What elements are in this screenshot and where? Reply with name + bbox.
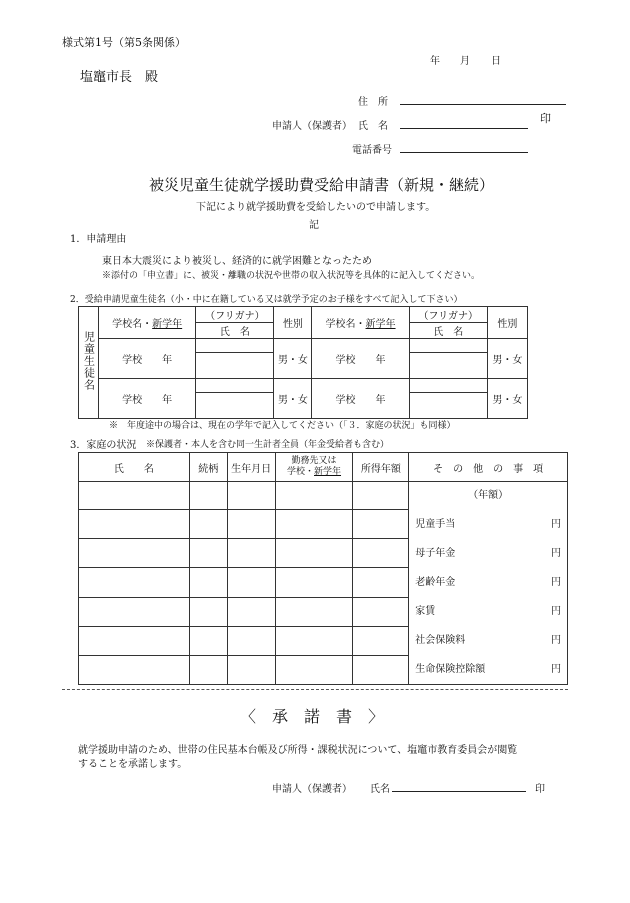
- child-sex-cell[interactable]: 男・女: [274, 339, 312, 379]
- child-name-cell[interactable]: [196, 353, 274, 379]
- section3-heading-note: ※保護者・本人を含む同一生計者全員（年金受給者も含む）: [146, 440, 390, 450]
- name-line: [400, 128, 528, 129]
- col-sex: 性別: [274, 307, 312, 339]
- col-sex-2: 性別: [487, 307, 527, 339]
- col-furigana-name-2: （フリガナ） 氏 名: [409, 307, 487, 339]
- family-income-cell[interactable]: [353, 510, 409, 539]
- family-birth-cell[interactable]: [227, 568, 275, 597]
- consent-applicant-label: 申請人（保護者）: [272, 784, 352, 795]
- family-relation-cell[interactable]: [189, 568, 227, 597]
- family-name-cell[interactable]: [79, 597, 190, 626]
- section3-heading: 3．家庭の状況: [70, 440, 137, 451]
- consent-name-line: [392, 791, 526, 792]
- children-side-label: 児童生徒名: [79, 307, 99, 419]
- family-birth-cell[interactable]: [227, 510, 275, 539]
- col-school-grade-2: 学校名・新学年: [312, 307, 409, 339]
- section2-note: ※ 年度途中の場合は、現在の学年で記入してください（「３．家庭の状況」も同様）: [109, 421, 456, 431]
- applicant-label: 申請人（保護者）: [272, 121, 352, 132]
- family-birth-cell[interactable]: [227, 655, 275, 684]
- consent-title: 〈 承 諾 書 〉: [240, 707, 385, 726]
- other-header: （年額）: [468, 490, 509, 501]
- consent-name-label: 氏名: [370, 784, 390, 795]
- family-work-cell[interactable]: [275, 482, 353, 510]
- family-birth-cell[interactable]: [227, 597, 275, 626]
- family-table: [78, 452, 568, 685]
- seal-mark: 印: [540, 112, 551, 125]
- name-label: 氏 名: [358, 121, 388, 132]
- col-work-school: 勤務先又は 学校・新学年: [275, 453, 353, 482]
- children-table: [78, 306, 528, 419]
- child-name-cell[interactable]: [409, 393, 487, 419]
- family-income-cell[interactable]: [353, 539, 409, 568]
- family-work-cell[interactable]: [275, 655, 353, 684]
- section1-line1: 東日本大震災により被災し、経済的に就学困難となったため: [102, 256, 372, 267]
- section2-heading: 2．受給申請児童生徒名（小・中に在籍している又は就学予定のお子様をすべて記入して下さい）: [70, 295, 463, 305]
- col-school-grade: 学校名・新学年: [99, 307, 196, 339]
- col-other: そ の 他 の 事 項: [409, 453, 568, 482]
- family-birth-cell[interactable]: [227, 626, 275, 655]
- family-income-cell[interactable]: [353, 626, 409, 655]
- phone-line: [400, 152, 528, 153]
- family-birth-cell[interactable]: [227, 539, 275, 568]
- family-relation-cell[interactable]: [189, 597, 227, 626]
- family-income-cell[interactable]: [353, 597, 409, 626]
- child-furigana-cell[interactable]: [196, 339, 274, 353]
- document-subtitle: 下記により就学援助費を受給したいので申請します。: [196, 202, 436, 213]
- col-relation: 続柄: [189, 453, 227, 482]
- family-name-cell[interactable]: [79, 626, 190, 655]
- family-income-cell[interactable]: [353, 568, 409, 597]
- date-month: 月: [460, 56, 470, 67]
- col-birthdate: 生年月日: [227, 453, 275, 482]
- child-furigana-cell[interactable]: [409, 339, 487, 353]
- consent-seal: 印: [535, 784, 545, 795]
- other-item-child-allowance: 児童手当 円: [415, 519, 561, 530]
- family-relation-cell[interactable]: [189, 626, 227, 655]
- family-work-cell[interactable]: [275, 597, 353, 626]
- family-relation-cell[interactable]: [189, 655, 227, 684]
- family-birth-cell[interactable]: [227, 482, 275, 510]
- family-work-cell[interactable]: [275, 510, 353, 539]
- document-title: 被災児童生徒就学援助費受給申請書（新規・継続）: [149, 176, 495, 194]
- family-income-cell[interactable]: [353, 655, 409, 684]
- child-school-cell[interactable]: 学校 年: [99, 339, 196, 379]
- child-sex-cell[interactable]: 男・女: [487, 379, 527, 419]
- other-items-cell: [409, 482, 568, 685]
- other-item-single-mother-pension: 母子年金 円: [415, 548, 561, 559]
- section1-heading: 1．申請理由: [70, 234, 127, 245]
- family-relation-cell[interactable]: [189, 539, 227, 568]
- family-name-cell[interactable]: [79, 482, 190, 510]
- child-school-cell[interactable]: 学校 年: [99, 379, 196, 419]
- ki-mark: 記: [309, 220, 319, 231]
- consent-line2: することを承諾します。: [78, 759, 188, 770]
- cut-line: [62, 689, 568, 690]
- col-income: 所得年額: [353, 453, 409, 482]
- form-number: 様式第1号（第5条関係）: [62, 36, 186, 49]
- family-relation-cell[interactable]: [189, 482, 227, 510]
- child-school-cell[interactable]: 学校 年: [312, 339, 409, 379]
- date-year: 年: [430, 56, 440, 67]
- child-furigana-cell[interactable]: [196, 379, 274, 393]
- phone-label: 電話番号: [352, 145, 392, 156]
- child-sex-cell[interactable]: 男・女: [487, 339, 527, 379]
- address-line: [400, 104, 566, 105]
- col-furigana-name: （フリガナ） 氏 名: [196, 307, 274, 339]
- other-item-rent: 家賃 円: [415, 606, 561, 617]
- child-furigana-cell[interactable]: [409, 379, 487, 393]
- family-name-cell[interactable]: [79, 510, 190, 539]
- family-relation-cell[interactable]: [189, 510, 227, 539]
- family-income-cell[interactable]: [353, 482, 409, 510]
- family-name-cell[interactable]: [79, 539, 190, 568]
- other-item-old-age-pension: 老齢年金 円: [415, 577, 561, 588]
- child-school-cell[interactable]: 学校 年: [312, 379, 409, 419]
- family-work-cell[interactable]: [275, 539, 353, 568]
- section1-line2: ※添付の「申立書」に、被災・離職の状況や世帯の収入状況等を具体的に記入してください。: [102, 271, 481, 281]
- child-sex-cell[interactable]: 男・女: [274, 379, 312, 419]
- addressee: 塩竈市長 殿: [80, 70, 159, 85]
- other-item-social-insurance: 社会保険料 円: [415, 635, 561, 646]
- child-name-cell[interactable]: [409, 353, 487, 379]
- child-name-cell[interactable]: [196, 393, 274, 419]
- date-day: 日: [491, 56, 501, 67]
- col-name: 氏 名: [79, 453, 190, 482]
- family-work-cell[interactable]: [275, 568, 353, 597]
- family-work-cell[interactable]: [275, 626, 353, 655]
- other-item-life-insurance-deduction: 生命保険控除額 円: [415, 664, 561, 675]
- consent-line1: 就学援助申請のため、世帯の住民基本台帳及び所得・課税状況について、塩竈市教育委員会が閲覧: [78, 745, 518, 756]
- family-name-cell[interactable]: [79, 655, 190, 684]
- address-label: 住 所: [358, 97, 388, 108]
- family-name-cell[interactable]: [79, 568, 190, 597]
